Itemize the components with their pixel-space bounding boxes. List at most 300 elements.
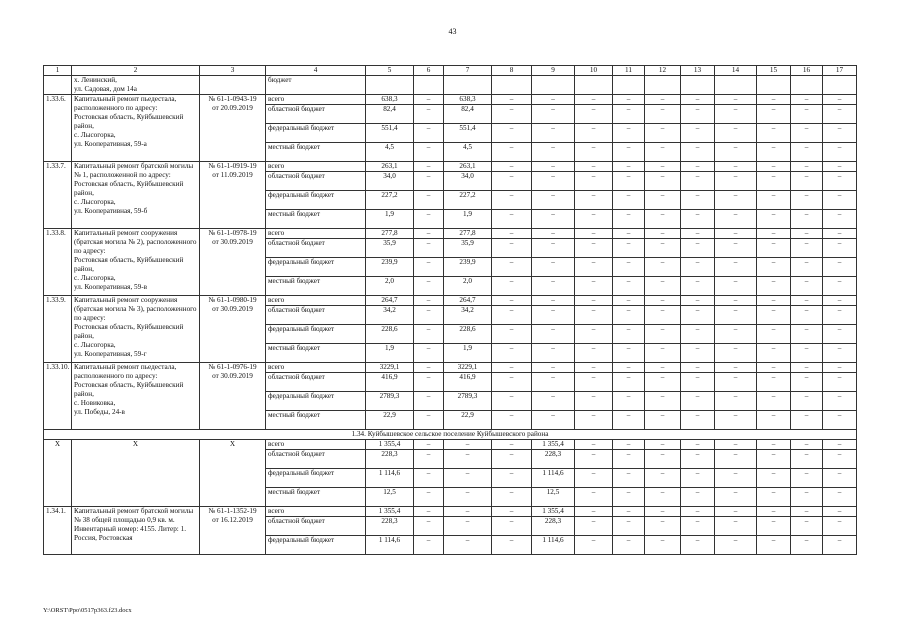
value-cell: –	[532, 325, 575, 344]
value-cell: –	[791, 191, 823, 210]
value-cell: –	[715, 124, 757, 143]
value-cell: –	[791, 172, 823, 191]
footer-path: Y:\ORST\Ppo\0517p363.f23.docx	[43, 607, 132, 614]
value-cell: –	[575, 239, 613, 258]
value-cell: –	[613, 105, 645, 124]
value-cell: –	[757, 296, 791, 306]
value-cell: 1 355,4	[532, 507, 575, 517]
value-cell: 1 114,6	[532, 536, 575, 555]
table-row	[44, 507, 857, 517]
value-cell: 22,9	[444, 411, 492, 430]
value-cell	[575, 76, 613, 95]
value-cell: –	[791, 450, 823, 469]
value-cell: –	[645, 95, 681, 105]
funding-source: федеральный бюджет	[266, 536, 366, 555]
value-cell	[715, 76, 757, 95]
value-cell: –	[715, 488, 757, 507]
value-cell: –	[645, 143, 681, 162]
value-cell: –	[575, 373, 613, 392]
value-cell: –	[791, 488, 823, 507]
value-cell: –	[823, 191, 857, 210]
funding-source: всего	[266, 363, 366, 373]
value-cell: 551,4	[444, 124, 492, 143]
value-cell: –	[645, 440, 681, 450]
value-cell: –	[532, 239, 575, 258]
value-cell: –	[823, 507, 857, 517]
value-cell	[823, 76, 857, 95]
value-cell: –	[414, 517, 444, 536]
value-cell: –	[532, 191, 575, 210]
value-cell: –	[575, 191, 613, 210]
value-cell: –	[823, 162, 857, 172]
value-cell	[791, 76, 823, 95]
value-cell: –	[414, 143, 444, 162]
value-cell: –	[791, 507, 823, 517]
document-ref: № 61-1-1352-19 от 16.12.2019	[200, 507, 266, 555]
value-cell: –	[492, 95, 532, 105]
table-row	[44, 229, 857, 239]
value-cell: –	[532, 258, 575, 277]
value-cell: 263,1	[366, 162, 414, 172]
value-cell: –	[681, 507, 715, 517]
value-cell	[613, 76, 645, 95]
value-cell: –	[715, 191, 757, 210]
value-cell: 35,9	[366, 239, 414, 258]
document-ref: X	[200, 440, 266, 507]
value-cell: –	[791, 105, 823, 124]
document-ref: № 61-1-0978-19 от 30.09.2019	[200, 229, 266, 296]
value-cell: –	[715, 450, 757, 469]
value-cell: –	[492, 143, 532, 162]
value-cell: –	[492, 306, 532, 325]
value-cell: –	[715, 258, 757, 277]
funding-source: федеральный бюджет	[266, 258, 366, 277]
value-cell: –	[715, 105, 757, 124]
value-cell: 2789,3	[444, 392, 492, 411]
value-cell: –	[613, 143, 645, 162]
value-cell: –	[791, 469, 823, 488]
value-cell: –	[823, 306, 857, 325]
section-title-row	[44, 430, 857, 440]
value-cell	[681, 76, 715, 95]
value-cell: 22,9	[366, 411, 414, 430]
value-cell: –	[791, 325, 823, 344]
value-cell: –	[645, 162, 681, 172]
table-row	[44, 162, 857, 172]
value-cell: –	[532, 229, 575, 239]
column-number: 17	[823, 66, 857, 76]
value-cell: 82,4	[444, 105, 492, 124]
value-cell: –	[613, 296, 645, 306]
column-number: 7	[444, 66, 492, 76]
column-number: 10	[575, 66, 613, 76]
value-cell: 227,2	[366, 191, 414, 210]
value-cell: –	[757, 172, 791, 191]
value-cell	[532, 76, 575, 95]
budget-table	[43, 65, 857, 555]
value-cell: –	[681, 469, 715, 488]
value-cell: –	[645, 210, 681, 229]
value-cell: –	[492, 191, 532, 210]
value-cell: –	[715, 536, 757, 555]
column-number: 12	[645, 66, 681, 76]
value-cell: –	[645, 124, 681, 143]
value-cell: –	[791, 143, 823, 162]
value-cell: –	[613, 536, 645, 555]
row-number: 1.33.9.	[44, 296, 72, 363]
funding-source: местный бюджет	[266, 344, 366, 363]
value-cell: 416,9	[366, 373, 414, 392]
value-cell: –	[791, 239, 823, 258]
value-cell: –	[532, 344, 575, 363]
value-cell: –	[492, 296, 532, 306]
value-cell: –	[823, 143, 857, 162]
continuation-row	[44, 76, 857, 95]
value-cell: 228,3	[532, 450, 575, 469]
value-cell: 1 355,4	[532, 440, 575, 450]
column-number: 5	[366, 66, 414, 76]
value-cell: –	[532, 411, 575, 430]
value-cell: –	[757, 124, 791, 143]
value-cell: 277,8	[444, 229, 492, 239]
value-cell: –	[492, 440, 532, 450]
value-cell: –	[715, 507, 757, 517]
value-cell: 1,9	[366, 210, 414, 229]
value-cell: –	[492, 277, 532, 296]
document-ref: № 61-1-0976-19 от 30.09.2019	[200, 363, 266, 430]
value-cell: –	[532, 277, 575, 296]
value-cell: –	[715, 210, 757, 229]
funding-source: областной бюджет	[266, 306, 366, 325]
value-cell: –	[613, 450, 645, 469]
value-cell: –	[791, 162, 823, 172]
value-cell: –	[613, 172, 645, 191]
value-cell: 1 114,6	[366, 469, 414, 488]
value-cell: 34,2	[444, 306, 492, 325]
value-cell: 638,3	[444, 95, 492, 105]
value-cell: –	[613, 440, 645, 450]
value-cell: 2,0	[366, 277, 414, 296]
value-cell: –	[791, 95, 823, 105]
value-cell: –	[575, 440, 613, 450]
value-cell: –	[645, 229, 681, 239]
value-cell: –	[414, 105, 444, 124]
column-number: 4	[266, 66, 366, 76]
value-cell: –	[613, 507, 645, 517]
value-cell: –	[757, 373, 791, 392]
value-cell: 3229,1	[444, 363, 492, 373]
value-cell: –	[757, 450, 791, 469]
value-cell: –	[613, 162, 645, 172]
value-cell: 228,6	[366, 325, 414, 344]
value-cell: 1,9	[366, 344, 414, 363]
value-cell: –	[414, 469, 444, 488]
table-row	[44, 440, 857, 450]
value-cell: –	[444, 450, 492, 469]
value-cell: –	[613, 363, 645, 373]
value-cell: –	[757, 469, 791, 488]
column-number: 2	[72, 66, 200, 76]
value-cell: –	[613, 411, 645, 430]
row-number: 1.33.8.	[44, 229, 72, 296]
value-cell: –	[414, 363, 444, 373]
value-cell: –	[791, 277, 823, 296]
value-cell: –	[613, 517, 645, 536]
section-title: 1.34. Куйбышевское сельское поселение Куйбышевского района	[44, 430, 857, 440]
value-cell	[414, 76, 444, 95]
value-cell: –	[414, 411, 444, 430]
value-cell: –	[492, 450, 532, 469]
value-cell: 227,2	[444, 191, 492, 210]
value-cell: –	[715, 296, 757, 306]
value-cell: –	[645, 373, 681, 392]
column-number: 11	[613, 66, 645, 76]
value-cell: –	[645, 105, 681, 124]
column-number: 1	[44, 66, 72, 76]
value-cell: –	[681, 172, 715, 191]
value-cell: –	[681, 191, 715, 210]
value-cell: –	[575, 363, 613, 373]
value-cell: –	[532, 306, 575, 325]
value-cell: –	[823, 373, 857, 392]
value-cell: –	[414, 239, 444, 258]
value-cell: –	[681, 258, 715, 277]
value-cell: –	[791, 373, 823, 392]
row-number	[44, 76, 72, 95]
value-cell: –	[575, 344, 613, 363]
value-cell: –	[492, 469, 532, 488]
row-number: 1.33.10.	[44, 363, 72, 430]
value-cell: –	[823, 277, 857, 296]
value-cell: –	[613, 229, 645, 239]
value-cell: –	[414, 191, 444, 210]
value-cell: –	[645, 306, 681, 325]
value-cell: –	[791, 210, 823, 229]
value-cell: –	[791, 344, 823, 363]
value-cell: –	[791, 411, 823, 430]
value-cell: –	[575, 517, 613, 536]
value-cell: –	[645, 363, 681, 373]
value-cell: –	[681, 411, 715, 430]
value-cell	[645, 76, 681, 95]
value-cell: –	[645, 258, 681, 277]
value-cell: –	[681, 277, 715, 296]
value-cell: –	[681, 124, 715, 143]
value-cell: –	[681, 95, 715, 105]
value-cell: –	[613, 373, 645, 392]
value-cell: –	[681, 239, 715, 258]
funding-source: областной бюджет	[266, 373, 366, 392]
value-cell: –	[414, 373, 444, 392]
value-cell: 12,5	[532, 488, 575, 507]
value-cell: –	[492, 258, 532, 277]
column-number-row	[44, 66, 857, 76]
value-cell: –	[715, 172, 757, 191]
funding-source: областной бюджет	[266, 172, 366, 191]
value-cell: –	[791, 517, 823, 536]
value-cell: –	[492, 517, 532, 536]
value-cell: –	[492, 325, 532, 344]
value-cell: –	[575, 488, 613, 507]
value-cell: –	[414, 488, 444, 507]
value-cell: –	[575, 162, 613, 172]
value-cell: –	[823, 296, 857, 306]
value-cell: –	[715, 392, 757, 411]
funding-source: областной бюджет	[266, 450, 366, 469]
value-cell: 263,1	[444, 162, 492, 172]
table-row	[44, 363, 857, 373]
value-cell	[444, 76, 492, 95]
value-cell: –	[757, 143, 791, 162]
value-cell: –	[715, 277, 757, 296]
value-cell: –	[681, 210, 715, 229]
value-cell: –	[575, 536, 613, 555]
value-cell: –	[414, 344, 444, 363]
funding-source: федеральный бюджет	[266, 469, 366, 488]
value-cell: –	[532, 95, 575, 105]
value-cell: –	[715, 517, 757, 536]
value-cell: –	[492, 124, 532, 143]
value-cell	[757, 76, 791, 95]
column-number: 16	[791, 66, 823, 76]
value-cell: –	[414, 124, 444, 143]
value-cell: –	[681, 143, 715, 162]
value-cell: –	[575, 95, 613, 105]
value-cell: –	[681, 363, 715, 373]
value-cell: –	[575, 450, 613, 469]
value-cell: –	[492, 162, 532, 172]
value-cell: –	[791, 306, 823, 325]
value-cell: –	[757, 210, 791, 229]
column-number: 6	[414, 66, 444, 76]
funding-source: местный бюджет	[266, 411, 366, 430]
column-number: 8	[492, 66, 532, 76]
value-cell: –	[532, 124, 575, 143]
value-cell: –	[823, 229, 857, 239]
value-cell: –	[715, 143, 757, 162]
value-cell: –	[575, 105, 613, 124]
value-cell: –	[823, 440, 857, 450]
value-cell: 228,3	[366, 450, 414, 469]
value-cell: –	[645, 172, 681, 191]
value-cell: –	[613, 344, 645, 363]
value-cell: –	[414, 95, 444, 105]
value-cell: –	[681, 296, 715, 306]
value-cell: 2,0	[444, 277, 492, 296]
funding-source: всего	[266, 507, 366, 517]
value-cell: 228,3	[366, 517, 414, 536]
funding-source: всего	[266, 162, 366, 172]
value-cell: –	[715, 229, 757, 239]
value-cell: –	[613, 239, 645, 258]
object-name: Капитальный ремонт пьедестала, расположенного по адресу: Ростовская область, Куйбышевский район, с. Новиковка, ул. Победы, 24-в	[72, 363, 200, 430]
table-row	[44, 95, 857, 105]
value-cell: –	[791, 296, 823, 306]
value-cell: –	[645, 296, 681, 306]
value-cell: –	[414, 536, 444, 555]
column-number: 9	[532, 66, 575, 76]
value-cell	[492, 76, 532, 95]
funding-source: всего	[266, 440, 366, 450]
row-number: 1.33.7.	[44, 162, 72, 229]
value-cell: –	[575, 392, 613, 411]
value-cell: –	[575, 229, 613, 239]
value-cell: –	[613, 258, 645, 277]
value-cell: –	[681, 488, 715, 507]
value-cell: –	[532, 296, 575, 306]
value-cell: –	[414, 277, 444, 296]
value-cell: –	[613, 306, 645, 325]
value-cell: –	[757, 95, 791, 105]
value-cell: –	[757, 191, 791, 210]
value-cell: –	[823, 210, 857, 229]
value-cell: –	[575, 210, 613, 229]
value-cell: –	[444, 507, 492, 517]
object-name: Капитальный ремонт сооружения (братская могила № 3), расположенного по адресу: Ростовская область, Куйбышевский район, с. Лысогорка, ул. Кооперативная, 59-г	[72, 296, 200, 363]
funding-source: областной бюджет	[266, 105, 366, 124]
value-cell: –	[492, 363, 532, 373]
value-cell: –	[575, 411, 613, 430]
value-cell: –	[492, 344, 532, 363]
value-cell: –	[681, 392, 715, 411]
document-ref: № 61-1-0980-19 от 30.09.2019	[200, 296, 266, 363]
value-cell: –	[823, 536, 857, 555]
value-cell: –	[613, 210, 645, 229]
value-cell: –	[492, 105, 532, 124]
value-cell: –	[492, 488, 532, 507]
value-cell: –	[575, 469, 613, 488]
value-cell: –	[492, 210, 532, 229]
object-name: Капитальный ремонт сооружения (братская могила № 2), расположенного по адресу: Ростовская область, Куйбышевский район, с. Лысогорка, ул. Кооперативная, 59-в	[72, 229, 200, 296]
value-cell: 416,9	[444, 373, 492, 392]
value-cell: –	[757, 507, 791, 517]
value-cell: 1,9	[444, 344, 492, 363]
value-cell: –	[645, 536, 681, 555]
value-cell: –	[414, 172, 444, 191]
value-cell: –	[532, 363, 575, 373]
value-cell: –	[575, 325, 613, 344]
value-cell: –	[532, 162, 575, 172]
document-ref	[200, 76, 266, 95]
value-cell: –	[532, 373, 575, 392]
funding-source: областной бюджет	[266, 239, 366, 258]
value-cell: –	[492, 507, 532, 517]
column-number: 13	[681, 66, 715, 76]
value-cell: 12,5	[366, 488, 414, 507]
value-cell: –	[681, 344, 715, 363]
value-cell: –	[823, 450, 857, 469]
value-cell: –	[681, 536, 715, 555]
object-name: Капитальный ремонт пьедестала, расположенного по адресу: Ростовская область, Куйбышевский район, с. Лысогорка, ул. Кооперативная, 59-а	[72, 95, 200, 162]
value-cell: –	[414, 306, 444, 325]
value-cell: –	[681, 440, 715, 450]
value-cell: –	[715, 469, 757, 488]
value-cell: –	[823, 469, 857, 488]
value-cell: –	[492, 229, 532, 239]
value-cell: –	[645, 411, 681, 430]
value-cell: 228,6	[444, 325, 492, 344]
value-cell: –	[613, 469, 645, 488]
value-cell: –	[823, 325, 857, 344]
value-cell: 551,4	[366, 124, 414, 143]
value-cell: –	[823, 344, 857, 363]
value-cell: –	[715, 373, 757, 392]
value-cell: –	[823, 517, 857, 536]
value-cell: –	[532, 143, 575, 162]
funding-source: федеральный бюджет	[266, 392, 366, 411]
value-cell: –	[532, 392, 575, 411]
value-cell: 1 355,4	[366, 440, 414, 450]
